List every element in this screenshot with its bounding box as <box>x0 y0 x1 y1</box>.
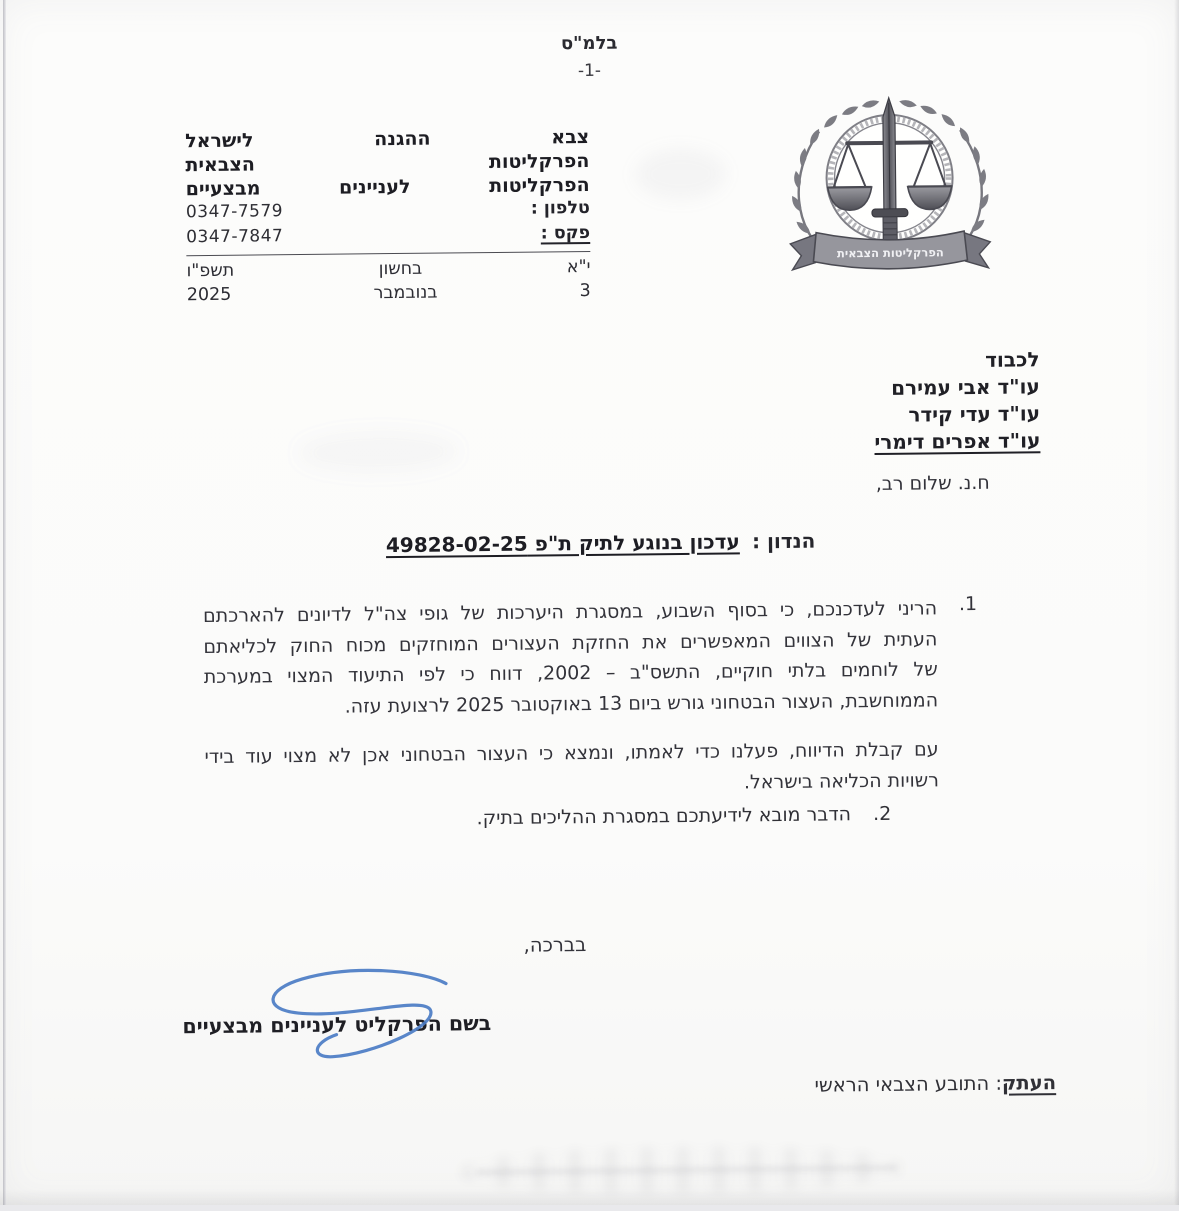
recipient-name: עו"ד עדי קידר <box>874 400 1040 429</box>
handwritten-signature <box>232 961 479 1074</box>
phone-label: טלפון : <box>531 198 590 219</box>
emblem-graphic <box>767 82 1014 305</box>
paragraph-line: העתית של הצווים המאפשרים את החזקת העצורים המוחזקים מכוח החוק לכליאתם <box>203 624 937 662</box>
paragraph-2-text: הדבר מובא לידיעתכם במסגרת ההליכים בתיק. <box>476 803 851 829</box>
hebrew-date-month: בחשון <box>379 259 423 279</box>
recipient-name: עו"ד אפרים דימרי <box>874 427 1040 456</box>
org-word: לעניינים <box>339 176 411 199</box>
paragraph-1-text <box>203 593 938 723</box>
org-word: צבא <box>551 126 589 148</box>
letterhead-divider <box>186 251 590 256</box>
org-word: מבצעיים <box>186 177 261 200</box>
org-word: הפרקליטות <box>489 150 590 173</box>
subject-line <box>386 529 816 557</box>
paragraph-1-followup <box>204 734 979 803</box>
org-word: ההגנה <box>374 128 430 151</box>
gregorian-date-day: 3 <box>579 281 590 301</box>
copy-separator: : <box>989 1072 1002 1095</box>
paragraph-2-number: 2. <box>873 803 891 825</box>
signature-block-title: בשם הפרקליט לעניינים מבצעיים <box>182 1011 491 1038</box>
phone-number: 0347-7579 <box>186 201 283 222</box>
copy-label: העתק <box>1002 1071 1056 1095</box>
org-word: לישראל <box>185 129 253 152</box>
regards-line: בברכה, <box>523 933 586 957</box>
salutation: לכבוד <box>873 346 1039 375</box>
paragraph-line: של לוחמים בלתי חוקיים, התשס"ב – 2002, דווח כי לפי התיעוד המצוי במערכת <box>204 654 938 692</box>
paragraph-2 <box>476 803 891 829</box>
hebrew-date-day: י"א <box>567 257 591 277</box>
paragraph-1-number: 1. <box>953 593 978 715</box>
page-number: -1- <box>539 60 639 81</box>
fax-number: 0347-7847 <box>186 226 283 247</box>
recipient-block <box>873 346 1040 456</box>
gregorian-date-row <box>187 281 591 309</box>
paragraph-line: רשויות הכליאה בישראל. <box>205 765 939 803</box>
gregorian-date-year: 2025 <box>187 285 232 305</box>
paragraph-line: הממוחשבת, העצור הבטחוני גורש ביום 13 באוקטובר 2025 לרצועת עזה. <box>204 685 938 723</box>
subject-label: הנדון : <box>752 529 816 554</box>
signature-scribble-icon <box>232 961 479 1074</box>
fax-label: פקס : <box>541 223 591 244</box>
org-word: הפרקליטות <box>489 174 590 197</box>
copy-line <box>814 1071 1056 1097</box>
gregorian-date-month: בנובמבר <box>373 283 437 304</box>
ink-bleed-artifact <box>298 431 458 473</box>
ink-bleed-artifact <box>635 149 726 200</box>
banner-text: הפרקליטות הצבאית <box>837 245 944 260</box>
page-bottom-shadow <box>0 1189 1179 1205</box>
letterhead <box>185 126 591 309</box>
paragraph-line: הריני לעדכנכם, כי בסוף השבוע, במסגרת היערכות של גופי צה"ל לדיונים להארכתם <box>203 593 937 631</box>
subject-text: עדכון בנוגע לתיק ת"פ 49828-02-25 <box>386 529 740 557</box>
classification-marking: בלמ"ס <box>539 32 639 54</box>
recipient-name: עו"ד אבי עמירם <box>874 373 1040 402</box>
greeting-line: ח.נ. שלום רב, <box>876 472 990 495</box>
paragraph-line: עם קבלת הדיווח, פעלנו כדי לאמתו, ונמצא כי העצור הבטחוני אכן לא מצוי עוד בידי <box>204 734 938 772</box>
org-word: הצבאית <box>185 153 255 176</box>
copy-recipient: התובע הצבאי הראשי <box>814 1072 989 1097</box>
hebrew-date-year: תשפ"ו <box>186 261 234 281</box>
fax-row <box>186 223 590 252</box>
military-advocate-general-emblem <box>767 82 1014 305</box>
paragraph-1 <box>203 593 978 723</box>
